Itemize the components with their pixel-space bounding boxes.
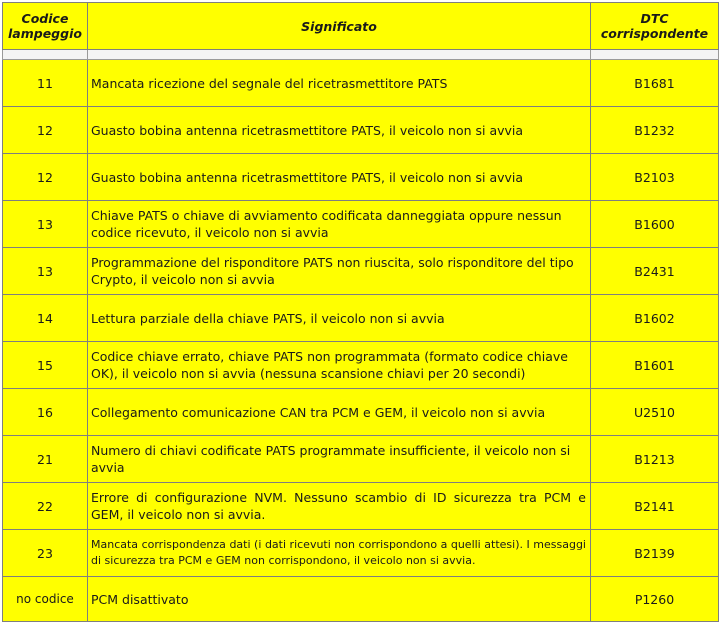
row-meaning: PCM disattivato bbox=[88, 577, 591, 622]
row-code: 13 bbox=[3, 201, 88, 248]
row-code: no codice bbox=[3, 577, 88, 622]
table-row bbox=[3, 248, 719, 295]
spacer-row bbox=[3, 50, 719, 60]
table-row bbox=[3, 577, 719, 622]
header-meaning: Significato bbox=[88, 3, 591, 50]
row-code: 22 bbox=[3, 483, 88, 530]
table-row bbox=[3, 436, 719, 483]
row-dtc: B1681 bbox=[591, 60, 719, 107]
row-code: 15 bbox=[3, 342, 88, 389]
table-row bbox=[3, 483, 719, 530]
row-code: 23 bbox=[3, 530, 88, 577]
row-meaning: Guasto bobina antenna ricetrasmettitore PATS, il veicolo non si avvia bbox=[88, 107, 591, 154]
row-code: 21 bbox=[3, 436, 88, 483]
row-meaning: Chiave PATS o chiave di avviamento codificata danneggiata oppure nessun codice ricevuto, il veicolo non si avvia bbox=[88, 201, 591, 248]
row-dtc: P1260 bbox=[591, 577, 719, 622]
row-meaning: Collegamento comunicazione CAN tra PCM e GEM, il veicolo non si avvia bbox=[88, 389, 591, 436]
row-meaning: Mancata ricezione del segnale del ricetrasmettitore PATS bbox=[88, 60, 591, 107]
table-row bbox=[3, 201, 719, 248]
row-dtc: B2103 bbox=[591, 154, 719, 201]
header-dtc: DTC corrispondente bbox=[591, 3, 719, 50]
row-meaning: Numero di chiavi codificate PATS programmate insufficiente, il veicolo non si avvia bbox=[88, 436, 591, 483]
row-dtc: B1232 bbox=[591, 107, 719, 154]
row-dtc: B1602 bbox=[591, 295, 719, 342]
row-dtc: B2141 bbox=[591, 483, 719, 530]
row-dtc: B2431 bbox=[591, 248, 719, 295]
row-code: 11 bbox=[3, 60, 88, 107]
row-dtc: B1601 bbox=[591, 342, 719, 389]
row-dtc: B1213 bbox=[591, 436, 719, 483]
row-code: 13 bbox=[3, 248, 88, 295]
row-code: 14 bbox=[3, 295, 88, 342]
row-dtc: B1600 bbox=[591, 201, 719, 248]
row-meaning: Mancata corrispondenza dati (i dati ricevuti non corrispondono a quelli attesi). I messaggi di sicurezza tra PCM e GEM non corrispondono, il veicolo non si avvia. bbox=[88, 530, 591, 577]
table-header-row bbox=[3, 3, 719, 50]
row-code: 12 bbox=[3, 154, 88, 201]
row-meaning: Errore di configurazione NVM. Nessuno scambio di ID sicurezza tra PCM e GEM, il veicolo non si avvia. bbox=[88, 483, 591, 530]
table-row bbox=[3, 389, 719, 436]
row-meaning: Guasto bobina antenna ricetrasmettitore PATS, il veicolo non si avvia bbox=[88, 154, 591, 201]
table-row bbox=[3, 154, 719, 201]
table-row bbox=[3, 295, 719, 342]
table-row bbox=[3, 530, 719, 577]
dtc-table bbox=[2, 2, 719, 622]
table-row bbox=[3, 60, 719, 107]
row-dtc: U2510 bbox=[591, 389, 719, 436]
table-row bbox=[3, 342, 719, 389]
row-meaning: Programmazione del risponditore PATS non riuscita, solo risponditore del tipo Crypto, il veicolo non si avvia bbox=[88, 248, 591, 295]
header-code: Codice lampeggio bbox=[3, 3, 88, 50]
row-dtc: B2139 bbox=[591, 530, 719, 577]
row-meaning: Codice chiave errato, chiave PATS non programmata (formato codice chiave OK), il veicolo non si avvia (nessuna scansione chiavi per 20 secondi) bbox=[88, 342, 591, 389]
row-code: 16 bbox=[3, 389, 88, 436]
row-code: 12 bbox=[3, 107, 88, 154]
row-meaning: Lettura parziale della chiave PATS, il veicolo non si avvia bbox=[88, 295, 591, 342]
table-row bbox=[3, 107, 719, 154]
